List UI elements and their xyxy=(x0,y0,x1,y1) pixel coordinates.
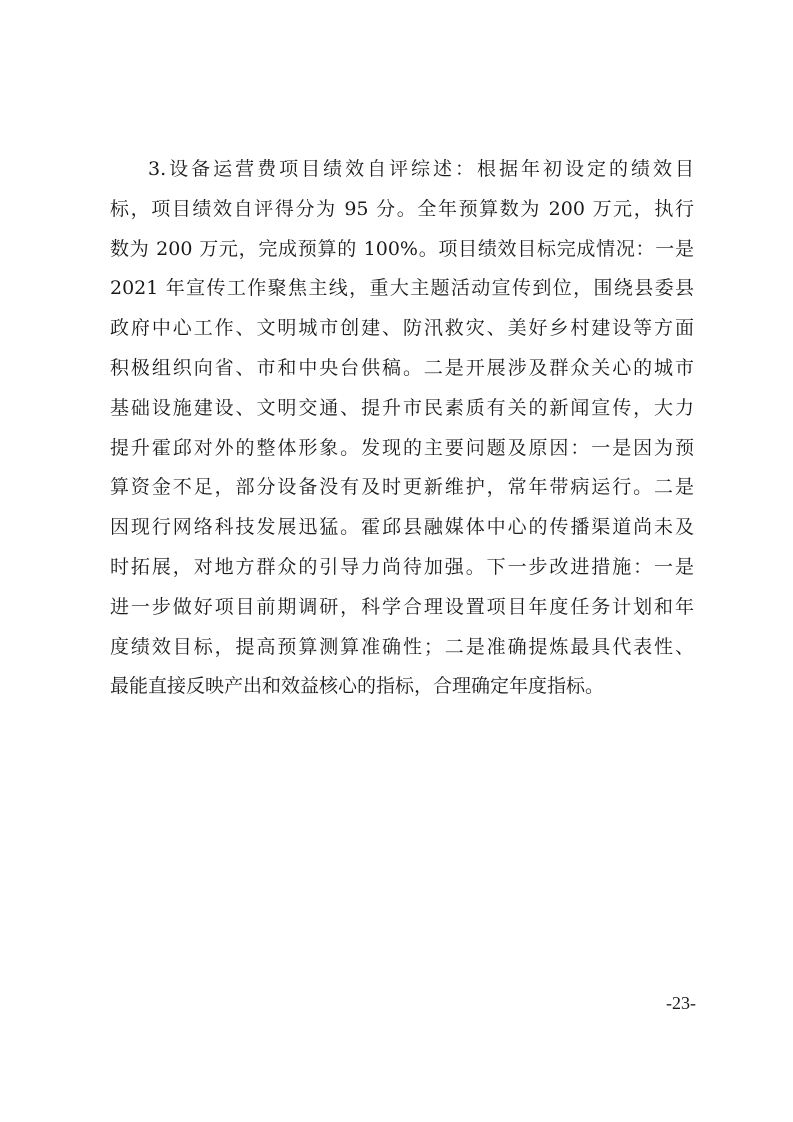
paragraph-line: 政府中心工作、文明城市创建、防汛救灾、美好乡村建设等方面 xyxy=(110,317,694,340)
paragraph-line: 最能直接反映产出和效益核心的指标，合理确定年度指标。 xyxy=(110,675,605,698)
paragraph-line: 提升霍邱对外的整体形象。发现的主要问题及原因：一是因为预 xyxy=(110,436,694,459)
paragraph-line: 标，项目绩效自评得分为 95 分。全年预算数为 200 万元，执行 xyxy=(110,197,694,220)
paragraph-line: 因现行网络科技发展迅猛。霍邱县融媒体中心的传播渠道尚未及 xyxy=(110,516,694,539)
paragraph-line: 时拓展，对地方群众的引导力尚待加强。下一步改进措施：一是 xyxy=(110,555,694,578)
paragraph-line: 进一步做好项目前期调研，科学合理设置项目年度任务计划和年 xyxy=(110,595,694,618)
paragraph-line: 积极组织向省、市和中央台供稿。二是开展涉及群众关心的城市 xyxy=(110,356,694,379)
paragraph-line: 基础设施建设、文明交通、提升市民素质有关的新闻宣传，大力 xyxy=(110,396,694,419)
paragraph-line: 2021 年宣传工作聚焦主线，重大主题活动宣传到位，围绕县委县 xyxy=(110,277,694,300)
paragraph-line: 数为 200 万元，完成预算的 100%。项目绩效目标完成情况：一是 xyxy=(110,237,694,260)
paragraph-line: 度绩效目标，提高预算测算准确性；二是准确提炼最具代表性、 xyxy=(110,635,694,658)
paragraph-line: 算资金不足，部分设备没有及时更新维护，常年带病运行。二是 xyxy=(110,476,694,499)
page-number: -23- xyxy=(666,993,696,1013)
body-paragraph xyxy=(110,150,694,707)
paragraph-line: 3.设备运营费项目绩效自评综述：根据年初设定的绩效目 xyxy=(148,158,694,180)
